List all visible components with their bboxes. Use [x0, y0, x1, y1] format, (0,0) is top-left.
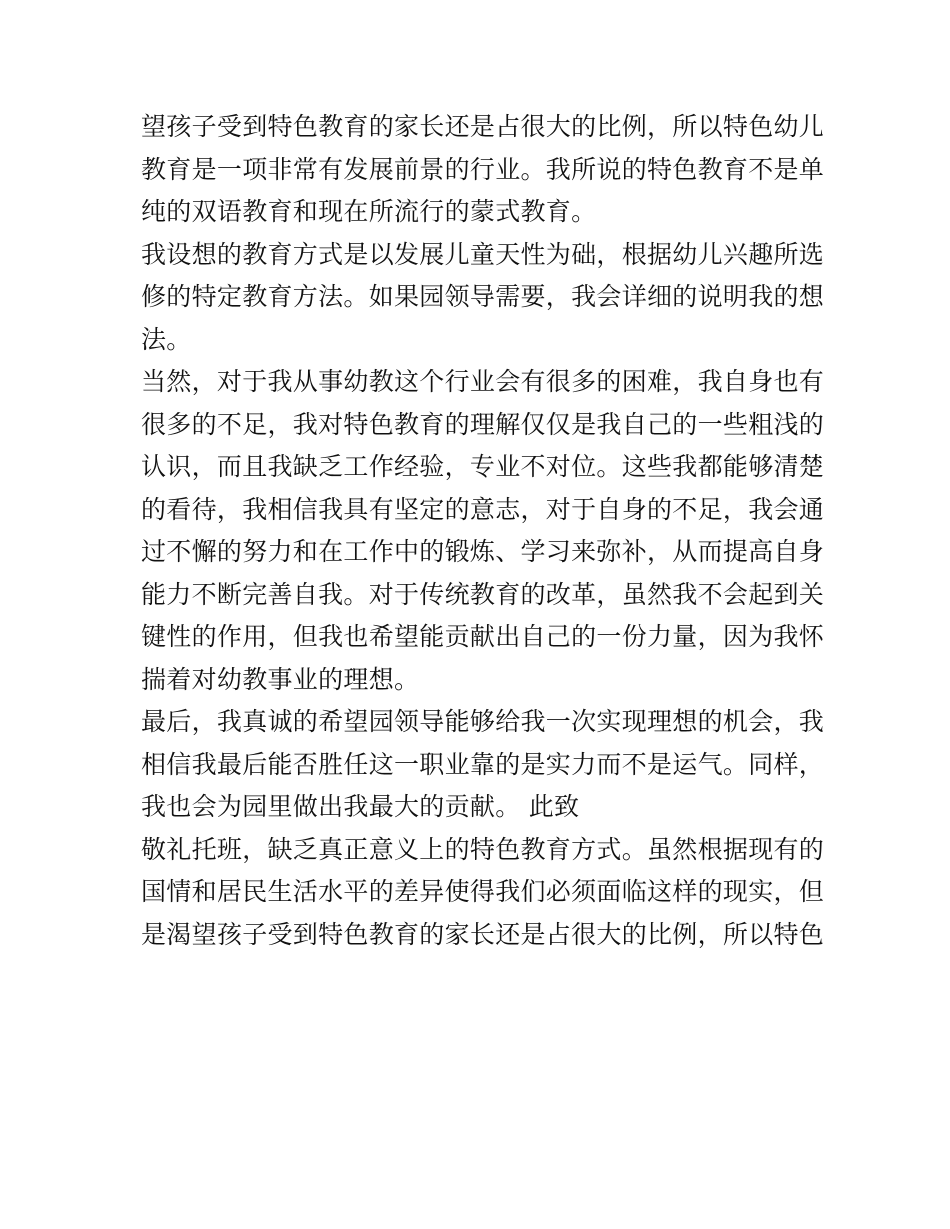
text-line: 当然，对于我从事幼教这个行业会有很多的困难，我自身也有	[141, 367, 825, 396]
text-line: 相信我最后能否胜任这一职业靠的是实力而不是运气。同样，	[141, 749, 825, 779]
text-line: 我也会为园里做出我最大的贡献。 此致	[141, 792, 580, 821]
text-line: 认识，而且我缺乏工作经验，专业不对位。这些我都能够清楚	[141, 452, 825, 481]
text-line: 很多的不足，我对特色教育的理解仅仅是我自己的一些粗浅的	[141, 409, 825, 439]
text-line: 国情和居民生活水平的差异使得我们必须面临这样的现实，但	[141, 877, 825, 906]
text-line: 能力不断完善自我。对于传统教育的改革，虽然我不会起到关	[141, 579, 825, 609]
body-text	[141, 106, 825, 956]
text-line: 的看待，我相信我具有坚定的意志，对于自身的不足，我会通	[141, 494, 825, 524]
text-line: 揣着对幼教事业的理想。	[141, 664, 420, 694]
text-line: 过不懈的努力和在工作中的锻炼、学习来弥补，从而提高自身	[141, 537, 825, 566]
text-line: 法。	[141, 324, 192, 354]
text-line: 敬礼托班，缺乏真正意义上的特色教育方式。虽然根据现有的	[141, 834, 825, 864]
text-line: 纯的双语教育和现在所流行的蒙式教育。	[141, 197, 597, 226]
text-line: 望孩子受到特色教育的家长还是占很大的比例，所以特色幼儿	[141, 112, 825, 141]
text-line: 教育是一项非常有发展前景的行业。我所说的特色教育不是单	[141, 154, 825, 184]
text-line: 键性的作用，但我也希望能贡献出自己的一份力量，因为我怀	[141, 622, 825, 651]
text-line: 修的特定教育方法。如果园领导需要，我会详细的说明我的想	[141, 282, 825, 311]
text-line: 我设想的教育方式是以发展儿童天性为础，根据幼儿兴趣所选	[141, 239, 825, 269]
text-line: 最后，我真诚的希望园领导能够给我一次实现理想的机会，我	[141, 707, 825, 736]
text-line: 是渴望孩子受到特色教育的家长还是占很大的比例，所以特色	[141, 919, 825, 949]
